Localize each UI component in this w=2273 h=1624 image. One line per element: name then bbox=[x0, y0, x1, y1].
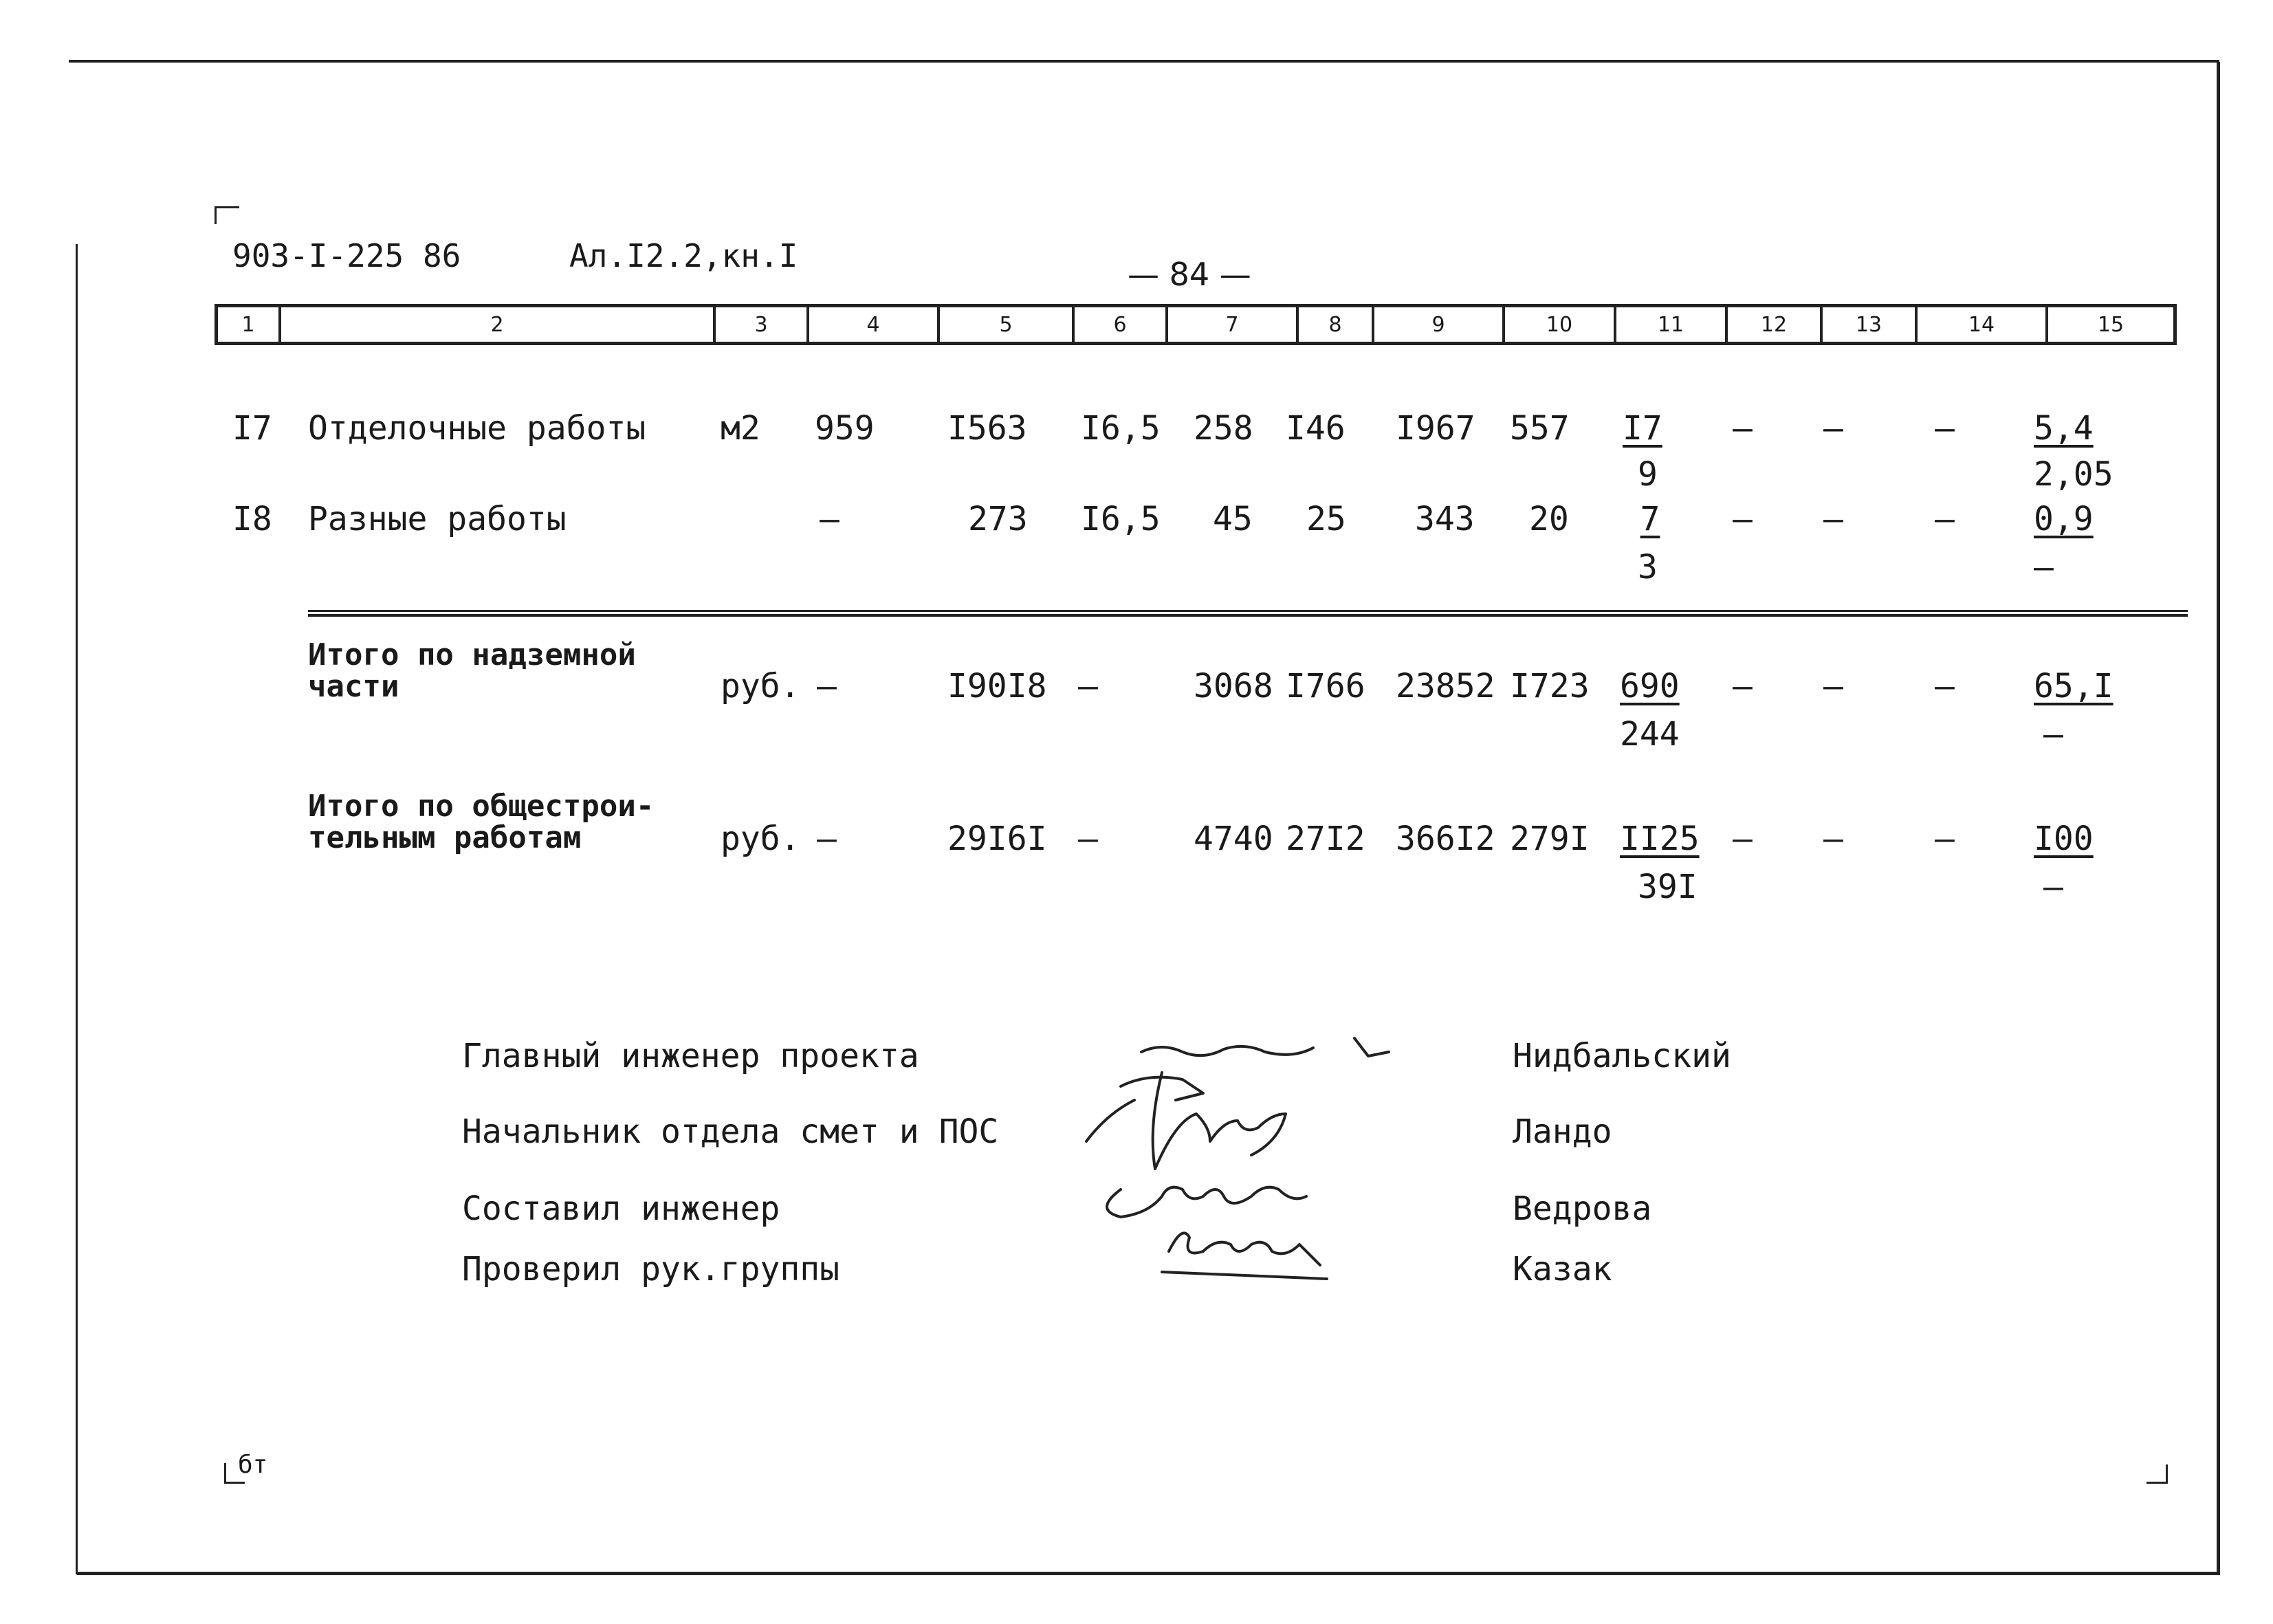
totals-col-12: – bbox=[1733, 667, 1753, 705]
row-number: I8 bbox=[232, 500, 272, 538]
column-header-2: 2 bbox=[278, 307, 713, 342]
row-col-6: I6,5 bbox=[1081, 500, 1161, 538]
row-col-14: – bbox=[1935, 500, 1955, 538]
totals-col-13: – bbox=[1823, 667, 1843, 705]
row-col-5: 273 bbox=[968, 500, 1028, 538]
signature-role: Главный инженер проекта bbox=[462, 1037, 919, 1075]
totals-name-line-1: Итого по общестрои- bbox=[308, 789, 655, 824]
footer-mark: бт bbox=[238, 1451, 268, 1479]
row-name: Разные работы bbox=[308, 500, 567, 538]
row-col-11-numerator: I7 bbox=[1623, 409, 1662, 448]
column-header-7: 7 bbox=[1165, 307, 1296, 342]
row-col-12: – bbox=[1733, 409, 1753, 448]
totals-col-15-denominator: – bbox=[2043, 868, 2063, 906]
totals-col-4: – bbox=[817, 820, 837, 858]
row-col-7: 258 bbox=[1194, 409, 1253, 448]
column-header-15: 15 bbox=[2045, 307, 2173, 342]
row-col-12: – bbox=[1733, 500, 1753, 538]
column-header-4: 4 bbox=[806, 307, 937, 342]
row-col-13: – bbox=[1823, 409, 1843, 448]
totals-col-13: – bbox=[1823, 820, 1843, 858]
row-col-9: I967 bbox=[1396, 409, 1475, 448]
column-header-9: 9 bbox=[1372, 307, 1502, 342]
handwritten-signatures bbox=[1059, 1024, 1416, 1306]
totals-col-15-numerator: I00 bbox=[2034, 820, 2094, 858]
totals-name-line-1: Итого по надземной bbox=[308, 637, 636, 672]
row-name: Отделочные работы bbox=[308, 409, 646, 448]
row-col-6: I6,5 bbox=[1081, 409, 1161, 448]
totals-col-15-denominator: – bbox=[2043, 715, 2063, 754]
corner-mark-bottom-right-vertical bbox=[2166, 1464, 2168, 1484]
totals-col-15-numerator: 65,I bbox=[2034, 667, 2113, 705]
row-col-10: 557 bbox=[1510, 409, 1570, 448]
column-header-3: 3 bbox=[713, 307, 806, 342]
column-header-1: 1 bbox=[241, 312, 255, 337]
signature-name: Ведрова bbox=[1513, 1189, 1652, 1228]
row-unit: м2 bbox=[721, 409, 760, 448]
frame-left-border bbox=[76, 244, 78, 1574]
column-header-6: 6 bbox=[1072, 307, 1165, 342]
column-header-13: 13 bbox=[1820, 307, 1915, 342]
row-col-13: – bbox=[1823, 500, 1843, 538]
corner-mark-bottom-left-horizontal bbox=[224, 1482, 245, 1484]
totals-col-4: – bbox=[817, 667, 837, 705]
totals-col-7: 4740 bbox=[1194, 820, 1273, 858]
row-col-15-numerator: 0,9 bbox=[2034, 500, 2094, 538]
totals-col-9: 366I2 bbox=[1396, 820, 1495, 858]
signature-role: Составил инженер bbox=[462, 1189, 780, 1228]
row-col-11-denominator: 3 bbox=[1638, 548, 1658, 586]
corner-mark-bottom-left bbox=[224, 1463, 226, 1484]
album-reference: Ал.I2.2,кн.I bbox=[569, 237, 798, 274]
totals-col-5: I90I8 bbox=[947, 667, 1047, 705]
totals-col-10: 279I bbox=[1510, 820, 1590, 858]
frame-right-border bbox=[2217, 62, 2220, 1574]
corner-mark-bottom-right bbox=[2146, 1482, 2167, 1484]
totals-col-8: 27I2 bbox=[1286, 820, 1365, 858]
section-divider-second-line bbox=[308, 614, 2188, 617]
totals-col-8: I766 bbox=[1286, 667, 1365, 705]
page-number: — 84 — bbox=[1128, 256, 1251, 293]
row-col-11-denominator: 9 bbox=[1638, 455, 1658, 494]
frame-top-border bbox=[69, 60, 2219, 63]
totals-col-11-numerator: II25 bbox=[1620, 820, 1700, 858]
totals-col-7: 3068 bbox=[1194, 667, 1273, 705]
row-col-4: – bbox=[820, 500, 839, 538]
row-col-4: 959 bbox=[815, 409, 875, 448]
row-col-11-numerator: 7 bbox=[1640, 500, 1660, 538]
totals-unit: руб. bbox=[721, 820, 800, 858]
totals-col-14: – bbox=[1935, 820, 1955, 858]
totals-col-5: 29I6I bbox=[947, 820, 1047, 858]
row-col-14: – bbox=[1935, 409, 1955, 448]
row-col-5: I563 bbox=[947, 409, 1027, 448]
totals-unit: руб. bbox=[721, 667, 800, 705]
column-header-11: 11 bbox=[1614, 307, 1725, 342]
row-col-7: 45 bbox=[1213, 500, 1253, 538]
row-col-15-numerator: 5,4 bbox=[2034, 409, 2094, 448]
row-col-15-denominator: – bbox=[2034, 548, 2054, 586]
row-col-10: 20 bbox=[1529, 500, 1569, 538]
column-header-14: 14 bbox=[1915, 307, 2045, 342]
doc-code: 903-I-225 86 bbox=[232, 237, 461, 274]
signature-name: Ландо bbox=[1513, 1112, 1612, 1151]
totals-col-12: – bbox=[1733, 820, 1753, 858]
section-divider bbox=[308, 610, 2188, 612]
row-col-8: 25 bbox=[1306, 500, 1346, 538]
totals-name-line-2: части bbox=[308, 669, 399, 704]
row-col-8: I46 bbox=[1286, 409, 1346, 448]
signature-name: Нидбальский bbox=[1513, 1037, 1731, 1075]
totals-col-11-numerator: 690 bbox=[1620, 667, 1680, 705]
totals-name-line-2: тельным работам bbox=[308, 820, 582, 855]
totals-col-9: 23852 bbox=[1396, 667, 1495, 705]
corner-mark-top-left bbox=[215, 206, 239, 208]
signature-role: Проверил рук.группы bbox=[462, 1250, 840, 1288]
totals-col-11-denominator: 39I bbox=[1638, 868, 1698, 906]
column-header-10: 10 bbox=[1502, 307, 1614, 342]
signature-name: Казак bbox=[1513, 1250, 1612, 1288]
signature-role: Начальник отдела смет и ПОС bbox=[462, 1112, 999, 1151]
column-header-row bbox=[215, 304, 2177, 345]
totals-col-10: I723 bbox=[1510, 667, 1590, 705]
frame-bottom-border bbox=[77, 1572, 2220, 1575]
row-number: I7 bbox=[232, 409, 272, 448]
column-header-12: 12 bbox=[1725, 307, 1820, 342]
column-header-8: 8 bbox=[1296, 307, 1372, 342]
corner-mark-top-left-vertical bbox=[215, 206, 217, 224]
totals-col-11-denominator: 244 bbox=[1620, 715, 1680, 754]
row-col-9: 343 bbox=[1415, 500, 1475, 538]
column-header-5: 5 bbox=[937, 307, 1072, 342]
row-col-15-denominator: 2,05 bbox=[2034, 455, 2113, 494]
totals-col-14: – bbox=[1935, 667, 1955, 705]
totals-col-6: – bbox=[1078, 820, 1098, 858]
totals-col-6: – bbox=[1078, 667, 1098, 705]
